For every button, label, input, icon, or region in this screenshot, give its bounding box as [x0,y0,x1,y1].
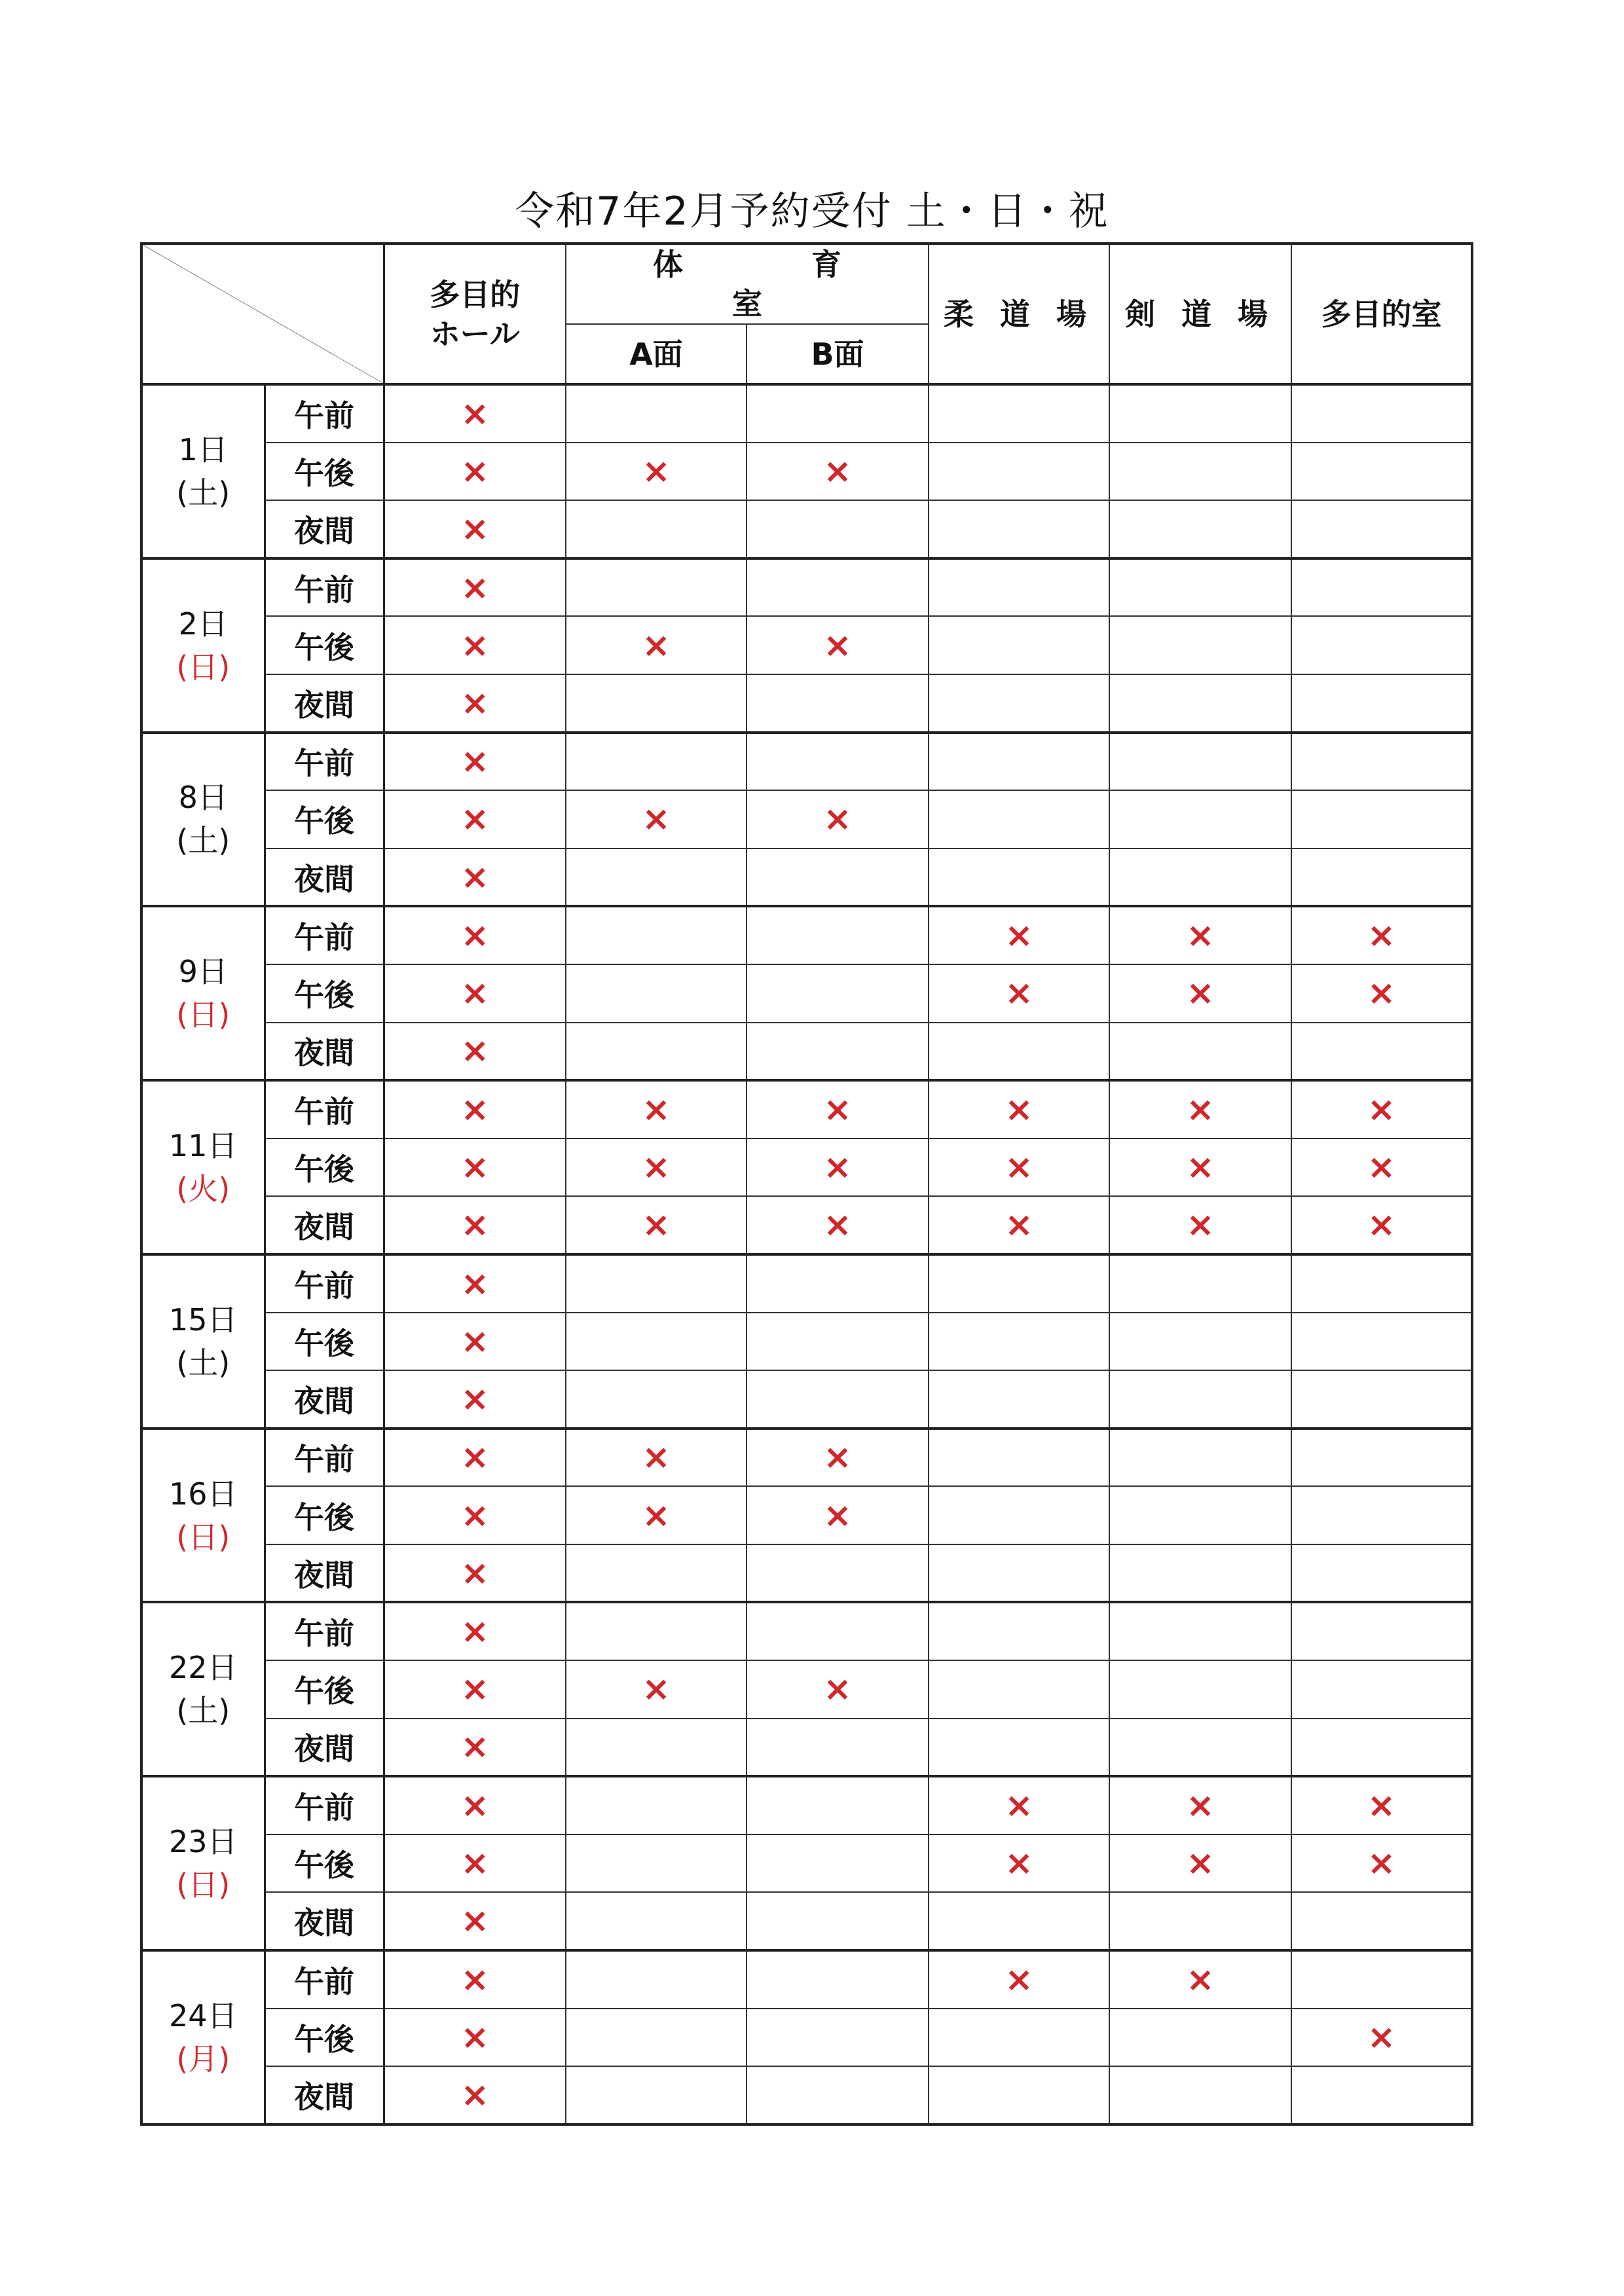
booked-cross-icon: × [747,616,929,674]
table-body [141,384,1472,2124]
time-slot-label: 午前 [265,906,384,964]
booked-cross-icon: × [1291,1080,1472,1139]
time-slot-label: 午前 [265,1776,384,1834]
booked-cross-icon: × [384,2009,566,2067]
time-slot-label: 夜間 [265,1544,384,1603]
empty-cell [747,1313,929,1371]
booked-cross-icon: × [384,1254,566,1313]
empty-cell [566,1776,747,1834]
empty-cell [1291,2066,1472,2124]
booked-cross-icon: × [384,1892,566,1950]
time-slot-label: 午後 [265,1139,384,1197]
empty-cell [566,1313,747,1371]
booked-cross-icon: × [384,1196,566,1254]
empty-cell [566,1370,747,1429]
empty-cell [1109,558,1291,617]
booked-cross-icon: × [566,790,747,848]
empty-cell [747,1254,929,1313]
time-slot-label: 午前 [265,1254,384,1313]
empty-cell [1109,790,1291,848]
booked-cross-icon: × [384,1719,566,1777]
table-row [141,1023,1472,1081]
booked-cross-icon: × [1291,1196,1472,1254]
time-slot-label: 午前 [265,1950,384,2009]
empty-cell [566,384,747,443]
booked-cross-icon: × [566,1429,747,1487]
table-row [141,2066,1472,2124]
table-row [141,1313,1472,1371]
booked-cross-icon: × [747,1139,929,1197]
booked-cross-icon: × [384,733,566,791]
time-slot-label: 午後 [265,790,384,848]
time-slot-label: 午後 [265,2009,384,2067]
empty-cell [1109,443,1291,501]
empty-cell [1291,1370,1472,1429]
weekday-label: (日) [176,649,231,685]
time-slot-label: 午前 [265,1080,384,1139]
empty-cell [747,1602,929,1660]
empty-cell [1109,1370,1291,1429]
empty-cell [566,848,747,907]
booked-cross-icon: × [384,1544,566,1603]
booked-cross-icon: × [1109,1080,1291,1139]
booked-cross-icon: × [747,443,929,501]
booked-cross-icon: × [1109,1139,1291,1197]
empty-cell [1109,1313,1291,1371]
empty-cell [566,1950,747,2009]
booked-cross-icon: × [747,1660,929,1719]
table-row [141,848,1472,907]
empty-cell [929,1719,1109,1777]
booked-cross-icon: × [384,1602,566,1660]
empty-cell [929,1660,1109,1719]
booked-cross-icon: × [384,1660,566,1719]
booked-cross-icon: × [384,1139,566,1197]
empty-cell [1291,1486,1472,1544]
table-row [141,500,1472,558]
reservation-table [140,242,1473,2126]
empty-cell [1291,1544,1472,1603]
booked-cross-icon: × [1291,906,1472,964]
booked-cross-icon: × [566,1139,747,1197]
table-row [141,1892,1472,1950]
table-row [141,1544,1472,1603]
booked-cross-icon: × [929,1196,1109,1254]
table-row [141,1486,1472,1544]
empty-cell [566,2009,747,2067]
empty-cell [1291,1719,1472,1777]
empty-cell [929,1023,1109,1081]
date-label: 9日 [178,954,228,990]
empty-cell [929,1486,1109,1544]
empty-cell [566,1023,747,1081]
booked-cross-icon: × [1291,2009,1472,2067]
booked-cross-icon: × [384,558,566,617]
empty-cell [1109,1023,1291,1081]
empty-cell [929,443,1109,501]
empty-cell [1291,616,1472,674]
booked-cross-icon: × [566,1196,747,1254]
booked-cross-icon: × [566,443,747,501]
booked-cross-icon: × [1291,964,1472,1023]
empty-cell [929,1429,1109,1487]
time-slot-label: 夜間 [265,1370,384,1429]
table-row [141,1139,1472,1197]
time-slot-label: 午後 [265,1834,384,1893]
time-slot-label: 午前 [265,558,384,617]
empty-cell [566,2066,747,2124]
empty-cell [929,733,1109,791]
empty-cell [747,1719,929,1777]
weekday-label: (土) [176,1345,231,1381]
empty-cell [929,2009,1109,2067]
booked-cross-icon: × [1109,1834,1291,1893]
empty-cell [929,558,1109,617]
empty-cell [1291,558,1472,617]
booked-cross-icon: × [384,1950,566,2009]
table-row [141,906,1472,964]
booked-cross-icon: × [384,2066,566,2124]
empty-cell [1291,733,1472,791]
booked-cross-icon: × [384,964,566,1023]
empty-cell [929,2066,1109,2124]
table-row [141,1429,1472,1487]
booked-cross-icon: × [747,1080,929,1139]
empty-cell [747,1544,929,1603]
table-row [141,1950,1472,2009]
booked-cross-icon: × [384,674,566,733]
booked-cross-icon: × [929,1834,1109,1893]
empty-cell [1109,1719,1291,1777]
booked-cross-icon: × [929,964,1109,1023]
booked-cross-icon: × [929,1139,1109,1197]
empty-cell [747,558,929,617]
empty-cell [929,790,1109,848]
empty-cell [566,674,747,733]
date-cell [141,558,265,733]
table-row [141,1660,1472,1719]
empty-cell [747,2066,929,2124]
date-label: 2日 [178,606,228,642]
empty-cell [929,616,1109,674]
empty-cell [747,500,929,558]
empty-cell [566,500,747,558]
empty-cell [1109,500,1291,558]
booked-cross-icon: × [1109,906,1291,964]
table-row [141,1370,1472,1429]
empty-cell [929,384,1109,443]
time-slot-label: 午後 [265,1313,384,1371]
weekday-label: (土) [176,1693,231,1729]
header-kendo: 剣 道 場 [1109,244,1291,384]
time-slot-label: 午後 [265,964,384,1023]
date-cell [141,1254,265,1429]
empty-cell [1291,1950,1472,2009]
table-row [141,384,1472,443]
empty-cell [1291,1429,1472,1487]
booked-cross-icon: × [384,1776,566,1834]
empty-cell [1291,1660,1472,1719]
empty-cell [1291,443,1472,501]
booked-cross-icon: × [1291,1834,1472,1893]
empty-cell [929,848,1109,907]
empty-cell [1109,2066,1291,2124]
booked-cross-icon: × [384,1486,566,1544]
empty-cell [1291,500,1472,558]
table-row [141,964,1472,1023]
booked-cross-icon: × [566,1486,747,1544]
time-slot-label: 夜間 [265,1196,384,1254]
booked-cross-icon: × [747,790,929,848]
empty-cell [1109,384,1291,443]
booked-cross-icon: × [747,1429,929,1487]
empty-cell [747,848,929,907]
empty-cell [566,906,747,964]
booked-cross-icon: × [1109,1196,1291,1254]
table-row [141,1196,1472,1254]
empty-cell [1291,790,1472,848]
booked-cross-icon: × [384,616,566,674]
header-gym: 体 育 室 [566,244,929,324]
weekday-label: (日) [176,997,231,1033]
booked-cross-icon: × [384,848,566,907]
time-slot-label: 夜間 [265,1719,384,1777]
date-label: 11日 [168,1128,238,1164]
empty-cell [1109,2009,1291,2067]
weekday-label: (火) [176,1171,231,1207]
time-slot-label: 夜間 [265,2066,384,2124]
empty-cell [1291,1023,1472,1081]
date-cell [141,733,265,907]
empty-cell [566,733,747,791]
table-row [141,674,1472,733]
time-slot-label: 午後 [265,616,384,674]
booked-cross-icon: × [747,1486,929,1544]
empty-cell [566,964,747,1023]
empty-cell [929,1313,1109,1371]
empty-cell [1109,1602,1291,1660]
empty-cell [747,384,929,443]
empty-cell [747,1834,929,1893]
empty-cell [747,1370,929,1429]
date-cell [141,1429,265,1603]
date-cell [141,1080,265,1254]
date-cell [141,906,265,1080]
booked-cross-icon: × [929,1950,1109,2009]
booked-cross-icon: × [384,1023,566,1081]
booked-cross-icon: × [747,1196,929,1254]
time-slot-label: 午後 [265,1660,384,1719]
header-corner [141,244,384,384]
date-label: 23日 [168,1824,238,1860]
empty-cell [1109,1660,1291,1719]
time-slot-label: 午後 [265,1486,384,1544]
empty-cell [566,1834,747,1893]
time-slot-label: 午前 [265,1429,384,1487]
table-row [141,1834,1472,1893]
date-label: 22日 [168,1650,238,1686]
empty-cell [747,1892,929,1950]
weekday-label: (月) [176,2041,231,2077]
time-slot-label: 午前 [265,733,384,791]
empty-cell [929,1370,1109,1429]
empty-cell [1291,1254,1472,1313]
date-label: 24日 [168,1997,238,2033]
diagonal-line-icon [143,245,383,383]
booked-cross-icon: × [384,1834,566,1893]
date-label: 1日 [178,431,228,467]
empty-cell [929,1254,1109,1313]
date-cell [141,1950,265,2124]
table-row [141,733,1472,791]
header-gym-a: A面 [566,324,747,384]
booked-cross-icon: × [566,1660,747,1719]
table-row [141,2009,1472,2067]
empty-cell [566,1544,747,1603]
booked-cross-icon: × [384,1429,566,1487]
booked-cross-icon: × [929,906,1109,964]
empty-cell [747,674,929,733]
table-row [141,1776,1472,1834]
booked-cross-icon: × [384,443,566,501]
weekday-label: (日) [176,1519,231,1555]
empty-cell [1109,733,1291,791]
empty-cell [747,1776,929,1834]
empty-cell [747,906,929,964]
booked-cross-icon: × [384,1080,566,1139]
date-label: 15日 [168,1302,238,1338]
empty-cell [929,1602,1109,1660]
time-slot-label: 夜間 [265,674,384,733]
table-row [141,1080,1472,1139]
time-slot-label: 夜間 [265,1892,384,1950]
date-cell [141,384,265,558]
table-row [141,1719,1472,1777]
empty-cell [566,1892,747,1950]
table-row [141,790,1472,848]
empty-cell [747,733,929,791]
header-hall: 多目的 ホール [384,244,566,384]
booked-cross-icon: × [566,1080,747,1139]
header-room: 多目的室 [1291,244,1472,384]
empty-cell [929,500,1109,558]
empty-cell [566,558,747,617]
booked-cross-icon: × [384,1313,566,1371]
empty-cell [1109,848,1291,907]
date-cell [141,1602,265,1776]
table-row [141,616,1472,674]
booked-cross-icon: × [1291,1139,1472,1197]
date-label: 8日 [178,780,228,816]
empty-cell [747,1950,929,2009]
booked-cross-icon: × [566,616,747,674]
empty-cell [747,2009,929,2067]
booked-cross-icon: × [1291,1776,1472,1834]
empty-cell [747,964,929,1023]
weekday-label: (土) [176,475,231,511]
table-row [141,443,1472,501]
time-slot-label: 夜間 [265,848,384,907]
empty-cell [1109,1544,1291,1603]
empty-cell [1109,616,1291,674]
empty-cell [1291,384,1472,443]
time-slot-label: 午前 [265,1602,384,1660]
empty-cell [566,1602,747,1660]
booked-cross-icon: × [384,906,566,964]
booked-cross-icon: × [384,500,566,558]
booked-cross-icon: × [384,1370,566,1429]
empty-cell [1291,1313,1472,1371]
empty-cell [1291,1892,1472,1950]
empty-cell [747,1023,929,1081]
header-judo: 柔 道 場 [929,244,1109,384]
weekday-label: (土) [176,823,231,859]
time-slot-label: 夜間 [265,1023,384,1081]
table-row [141,1602,1472,1660]
empty-cell [1291,848,1472,907]
empty-cell [1109,674,1291,733]
empty-cell [1291,1602,1472,1660]
empty-cell [1109,1486,1291,1544]
empty-cell [566,1719,747,1777]
weekday-label: (日) [176,1867,231,1903]
time-slot-label: 夜間 [265,500,384,558]
booked-cross-icon: × [1109,964,1291,1023]
empty-cell [1291,674,1472,733]
empty-cell [929,1892,1109,1950]
empty-cell [929,674,1109,733]
booked-cross-icon: × [1109,1776,1291,1834]
booked-cross-icon: × [384,384,566,443]
booked-cross-icon: × [929,1080,1109,1139]
empty-cell [1109,1892,1291,1950]
time-slot-label: 午前 [265,384,384,443]
date-cell [141,1776,265,1950]
booked-cross-icon: × [384,790,566,848]
empty-cell [1109,1254,1291,1313]
booked-cross-icon: × [929,1776,1109,1834]
table-row [141,558,1472,617]
header-gym-b: B面 [747,324,929,384]
empty-cell [929,1544,1109,1603]
date-label: 16日 [168,1476,238,1512]
empty-cell [566,1254,747,1313]
table-row [141,1254,1472,1313]
page-title: 令和7年2月予約受付 土・日・祝 [515,189,1109,234]
time-slot-label: 午後 [265,443,384,501]
empty-cell [1109,1429,1291,1487]
booked-cross-icon: × [1109,1950,1291,2009]
